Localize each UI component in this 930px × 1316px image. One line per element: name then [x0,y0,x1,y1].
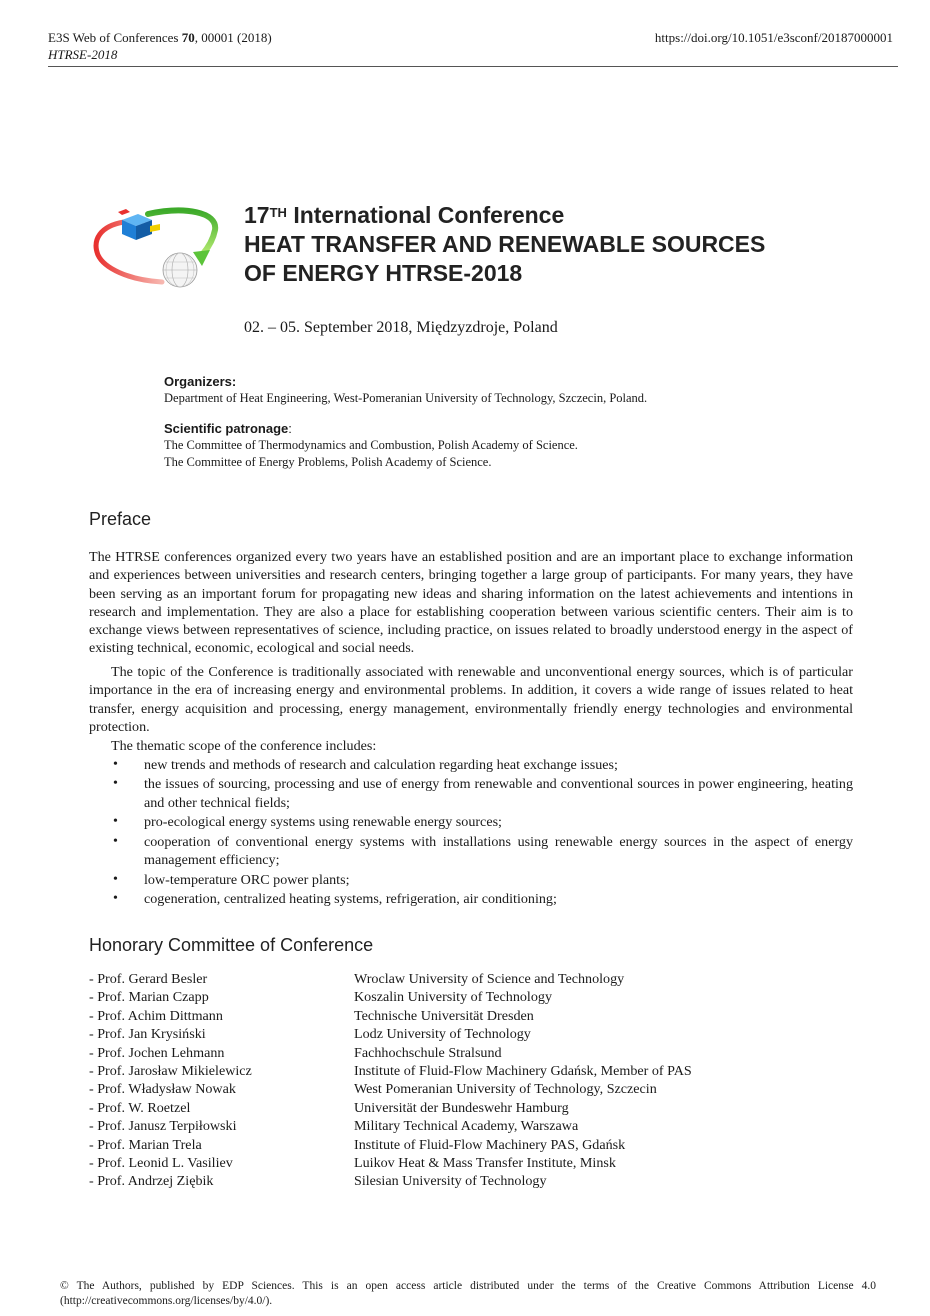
list-item [111,833,853,870]
member-name: - Prof. Jarosław Mikielewicz [89,1063,252,1080]
member-name: - Prof. Leonid L. Vasiliev [89,1155,233,1172]
committee-row [89,1172,809,1190]
bullet: • [113,757,118,772]
organizers-label: Organizers: [164,374,237,389]
member-name: - Prof. Janusz Terpiłowski [89,1118,237,1135]
list-item [111,775,853,812]
committee-row [89,1062,809,1080]
topic-text: pro-ecological energy systems using renewable energy sources; [144,814,502,831]
member-affiliation: Luikov Heat & Mass Transfer Institute, Minsk [354,1155,616,1172]
preface-heading: Preface [89,509,152,529]
honorary-committee-heading: Honorary Committee of Conference [89,935,374,955]
member-name: - Prof. Władysław Nowak [89,1081,236,1098]
list-item [111,890,853,908]
member-name: - Prof. Marian Trela [89,1136,202,1153]
conference-date-place: 02. – 05. September 2018, Międzyzdroje, Poland [244,319,558,336]
patronage-line: The Committee of Thermodynamics and Combustion, Polish Academy of Science. [164,438,578,452]
member-affiliation: Fachhochschule Stralsund [354,1044,502,1061]
committee-row [89,1025,809,1043]
patronage-colon: : [288,421,292,436]
committee-row [89,1007,809,1025]
title-line-2: HEAT TRANSFER AND RENEWABLE SOURCES [244,231,766,257]
committee-list [89,970,809,1191]
committee-row [89,1080,809,1098]
list-item [111,756,853,774]
bullet: • [113,833,118,849]
organizers-text: Department of Heat Engineering, West-Pomeranian University of Technology, Szczecin, Poland. [164,391,648,405]
member-name: - Prof. Jochen Lehmann [89,1044,225,1061]
topic-text: low-temperature ORC power plants; [144,871,350,888]
title-line-3: OF ENERGY HTRSE-2018 [244,260,523,286]
bullet: • [113,814,118,830]
running-header-left [48,29,272,63]
header-rule [48,66,898,67]
thematic-scope-list [111,756,853,910]
license-footer: © The Authors, published by EDP Sciences. This is an open access article distributed under the terms of the Creative Commons Attribution License 4.0 (http://creativecommons.org/licenses/by/4.0/). [60,1280,876,1307]
conference-logo [90,200,228,295]
title-ordinal-suffix: TH [269,205,287,220]
conference-logo-graphic [90,200,228,295]
member-affiliation: Institute of Fluid-Flow Machinery Gdańsk, Member of PAS [354,1063,692,1080]
bullet: • [113,891,118,907]
patronage-block [164,420,864,470]
member-affiliation: Silesian University of Technology [354,1173,547,1190]
topic-text: new trends and methods of research and calculation regarding heat exchange issues; [144,757,618,773]
member-name: - Prof. Andrzej Ziębik [89,1173,214,1190]
preface-paragraph: The HTRSE conferences organized every two years have an established position and are an important place to exchange information and experiences between universities and research centers, bringing together a large group of participants. For many years, they have been serving as an important forum for propagating new ideas and sharing information on the latest achievements and intentions in research and implementation. They are also a place for establishing cooperation between various scientific centers. Their aim is to exchange views between representatives of science, including practice, on issues related to broadly understood energy in the aspect of existing technical, economic, ecological and social needs. [89,549,853,657]
topic-text: cooperation of conventional energy systems with installations using renewable energy sources in the aspect of energy management efficiency; [144,833,853,869]
member-affiliation: Universität der Bundeswehr Hamburg [354,1099,569,1116]
member-affiliation: Koszalin University of Technology [354,989,552,1006]
patronage-label-line [164,420,864,437]
topic-text: cogeneration, centralized heating systems, refrigeration, air conditioning; [144,891,557,908]
journal-prefix: E3S Web of Conferences [48,30,182,45]
member-affiliation: Wroclaw University of Science and Technology [354,971,625,987]
committee-row [89,1099,809,1117]
journal-citation [48,29,272,46]
member-affiliation: Institute of Fluid-Flow Machinery PAS, Gdańsk [354,1136,626,1153]
patronage-line: The Committee of Energy Problems, Polish Academy of Science. [164,454,492,469]
member-name: - Prof. Jan Krysiński [89,1026,206,1043]
member-affiliation: Technische Universität Dresden [354,1007,534,1024]
doi-link[interactable]: https://doi.org/10.1051/e3sconf/20187000001 [654,30,893,45]
journal-volume: 70 [181,30,195,45]
list-item [111,813,853,831]
list-item [111,871,853,889]
committee-row [89,970,809,988]
member-affiliation: Military Technical Academy, Warszawa [354,1118,579,1135]
member-affiliation: Lodz University of Technology [354,1026,531,1043]
member-name: - Prof. Achim Dittmann [89,1007,223,1024]
topic-text: the issues of sourcing, processing and use of energy from renewable and conventional sources in power engineering, heating and other technical fields; [144,776,853,811]
committee-row [89,1154,809,1172]
member-affiliation: West Pomeranian University of Technology, Szczecin [354,1081,657,1098]
patronage-label: Scientific patronage [164,421,289,436]
thematic-scope-intro: The thematic scope of the conference includes: [111,738,377,754]
committee-row [89,1044,809,1062]
bullet: • [113,871,118,887]
committee-row [89,1136,809,1154]
member-name: - Prof. Gerard Besler [89,971,208,987]
article-suffix: , 00001 (2018) [194,30,272,45]
bullet: • [113,776,118,792]
member-name: - Prof. W. Roetzel [89,1099,191,1116]
committee-row [89,988,809,1006]
conference-title [244,200,864,288]
committee-row [89,1117,809,1135]
title-ordinal: 17 [244,202,270,228]
member-name: - Prof. Marian Czapp [89,989,209,1006]
title-line-1-rest: International Conference [286,202,565,228]
preface-paragraph: The topic of the Conference is traditionally associated with renewable and unconventional energy sources, which is of particular importance in the era of increasing energy and environmental problems. In addition, it covers a wide range of issues related to heat transfer, energy acquisition and processing, energy management, environmentally friendly energy technologies and environmental protection. [89,664,853,735]
conference-short-name: HTRSE-2018 [48,47,118,62]
organizers-block [164,373,864,407]
title-line-1 [244,200,864,230]
